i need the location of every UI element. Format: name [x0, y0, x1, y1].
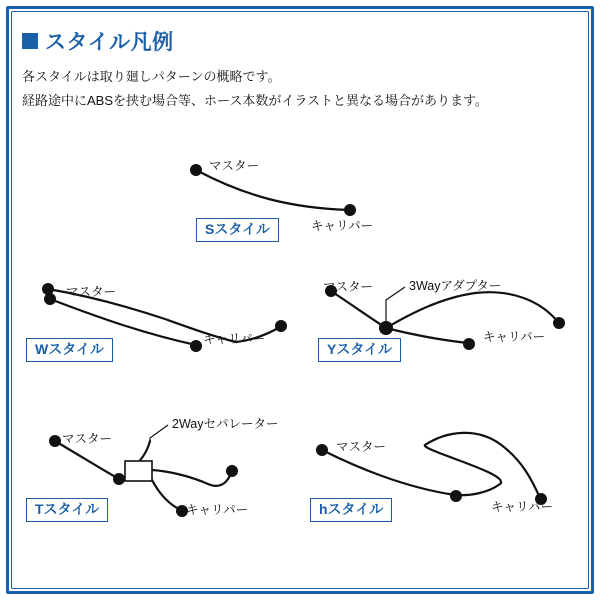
w-style-master-node-2 [44, 293, 56, 305]
t-style-junction-node [113, 473, 125, 485]
t-style-caliper-label: キャリパー [186, 503, 249, 517]
h-style-master-node [316, 444, 328, 456]
badge-h-style: hスタイル [310, 498, 392, 522]
badge-s-style: Sスタイル [196, 218, 279, 242]
t-style-separator-box [125, 461, 152, 481]
y-style-adapter-label: 3Wayアダプター [409, 279, 502, 293]
s-style-caliper-node [344, 204, 356, 216]
h-style-master-label: マスター [336, 440, 387, 454]
t-style-master-node [49, 435, 61, 447]
t-style-hose-branch-right [152, 470, 231, 486]
w-style-caliper-node-1 [275, 320, 287, 332]
y-style-adapter-node [379, 321, 393, 335]
y-style-master-label: マスター [323, 280, 374, 294]
y-style-caliper-node-2 [463, 338, 475, 350]
h-style-hose-link [425, 445, 501, 495]
h-style-caliper-node-1 [450, 490, 462, 502]
s-style-caliper-label: キャリパー [311, 219, 374, 233]
w-style-caliper-label: キャリパー [203, 332, 266, 346]
s-style-master-node [190, 164, 202, 176]
h-style-hose-loop [425, 433, 540, 498]
badge-t-style: Tスタイル [26, 498, 108, 522]
h-style-hose-master [322, 450, 455, 495]
t-style-separator-label: 2Wayセパレーター [172, 417, 279, 431]
badge-y-style: Yスタイル [318, 338, 401, 362]
y-style-caliper-node-1 [553, 317, 565, 329]
badge-w-style: Wスタイル [26, 338, 113, 362]
w-style-caliper-node-2 [190, 340, 202, 352]
w-style-master-label: マスター [66, 285, 117, 299]
y-style-hose-branch-1 [386, 292, 558, 328]
y-style-hose-master [331, 291, 386, 328]
s-style-master-label: マスター [209, 159, 260, 173]
t-style-separator-leader [150, 425, 168, 441]
t-style-caliper-node-2 [226, 465, 238, 477]
y-style-caliper-label: キャリパー [483, 330, 546, 344]
s-style-hose [196, 170, 349, 210]
h-style-caliper-label: キャリパー [491, 500, 554, 514]
title-text: スタイル凡例 [45, 31, 174, 54]
description-line-1: 各スタイルは取り廻しパターンの概略です。 [22, 69, 281, 84]
w-style-master-node-1 [42, 283, 54, 295]
t-style-hose-branch-down [152, 480, 181, 510]
t-style-master-label: マスター [62, 432, 113, 446]
description-line-2: 経路途中にABSを挟む場合等、ホース本数がイラストと異なる場合があります。 [22, 93, 488, 108]
